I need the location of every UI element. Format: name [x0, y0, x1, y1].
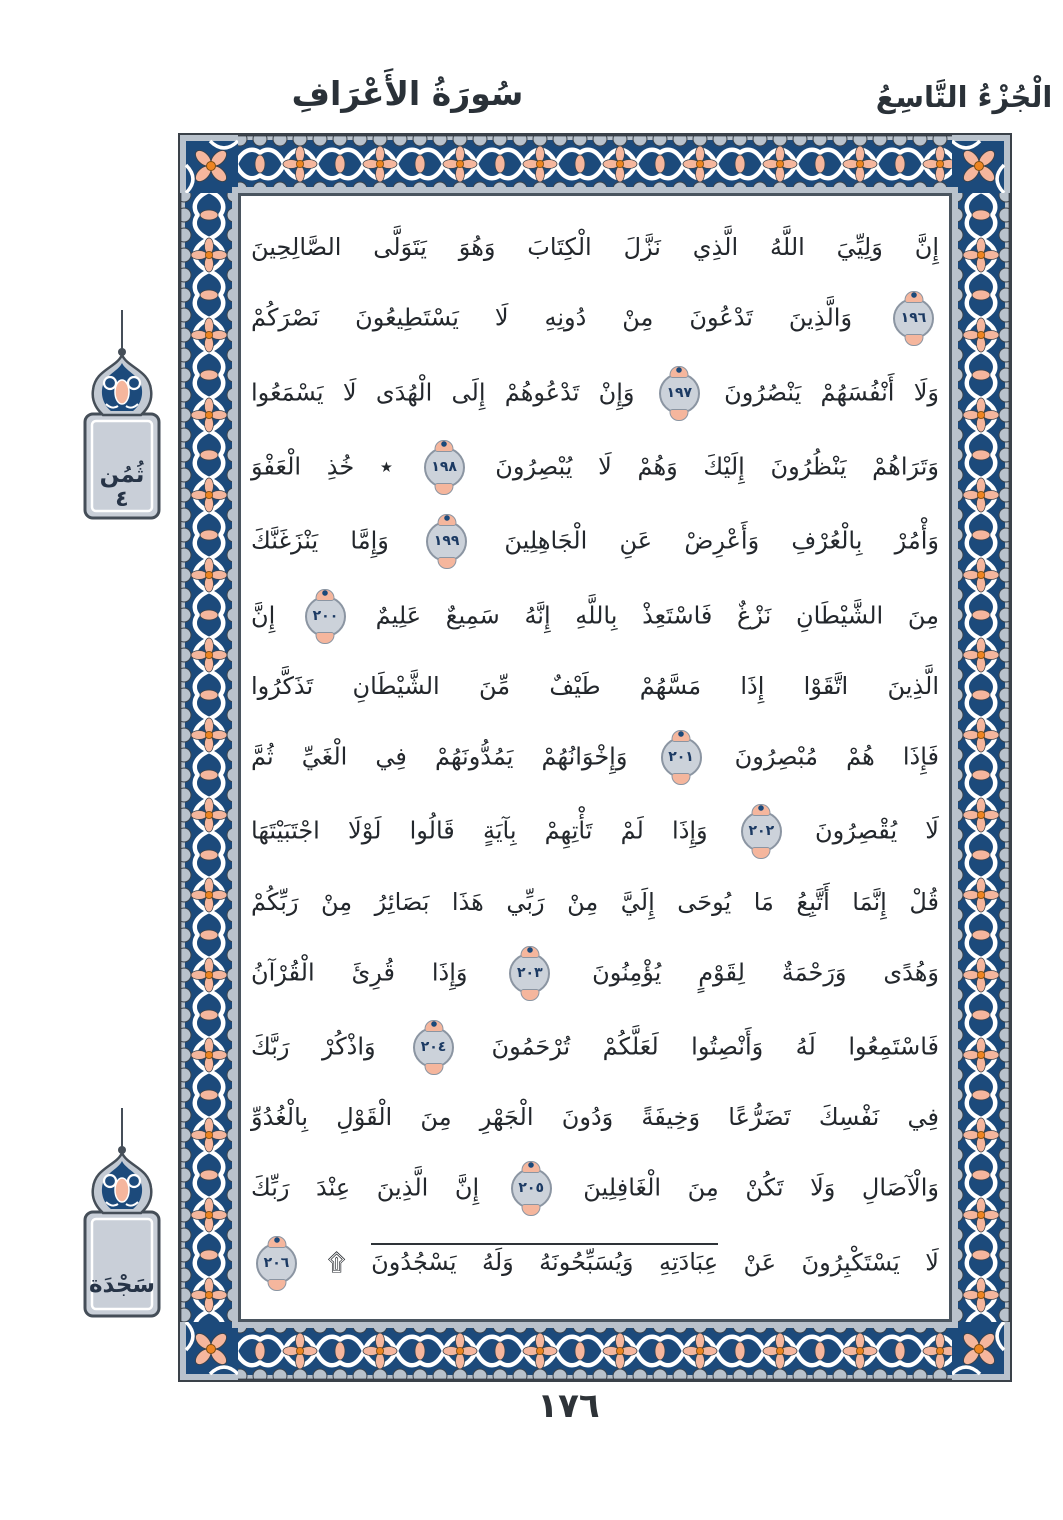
mushaf-line: [251, 811, 939, 852]
mushaf-line: [251, 670, 939, 704]
verse-number-medallion: ١٩٦: [893, 298, 934, 339]
quran-text-segment: فِي نَفْسِكَ تَضَرُّعًا وَخِيفَةً وَدُونَ الْجَهْرِ مِنَ الْقَوْلِ بِالْغُدُوِّ: [251, 1103, 939, 1132]
quran-text-segment: وَلَا أَنْفُسَهُمْ يَنْصُرُونَ: [724, 378, 939, 407]
sajdah-symbol: ۩: [327, 1248, 346, 1277]
quran-text-segment: الَّذِينَ اتَّقَوْا إِذَا مَسَّهُمْ طَيْفٌ مِّنَ الشَّيْطَانِ تَذَكَّرُوا: [251, 672, 939, 700]
text-panel: [238, 193, 952, 1322]
quran-lines: [251, 198, 939, 1317]
juz-title: الْجُزْءُ التَّاسِعُ: [875, 80, 1053, 114]
mushaf-line: [251, 737, 939, 778]
quran-text-segment: وَإِمَّا يَنْزَغَنَّكَ: [251, 526, 389, 555]
verse-number-medallion: ٢٠٣: [509, 953, 550, 994]
quran-text-segment: إِنَّ: [251, 601, 276, 630]
verse-number-medallion: ١٩٧: [659, 373, 700, 414]
quran-text-segment: قُلْ إِنَّمَا أَتَّبِعُ مَا يُوحَى إِلَيَّ مِنْ رَبِّي هَذَا بَصَائِرُ مِنْ رَبِّكُمْ: [251, 887, 939, 916]
surah-title: سُورَةُ الأَعْرَافِ: [291, 74, 524, 113]
quran-text-segment: إِنَّ وَلِيِّيَ اللَّهُ الَّذِي نَزَّلَ الْكِتَابَ وَهُوَ يَتَوَلَّى الصَّالِحِينَ: [251, 233, 939, 262]
mushaf-line: [251, 1101, 939, 1135]
quran-text-segment: وَإِنْ تَدْعُوهُمْ إِلَى الْهُدَى لَا يَسْمَعُوا: [251, 378, 635, 407]
border-ornament-top: [180, 135, 1010, 193]
hizb-eighth-marker: [72, 310, 172, 522]
quran-text-segment: وَإِخْوَانُهُمْ يَمُدُّونَهُمْ فِي الْغَيِّ ثُمَّ: [251, 742, 628, 771]
mushaf-line: [251, 1027, 939, 1068]
mushaf-line: [251, 1243, 939, 1284]
quran-text-segment: وَأْمُرْ بِالْعُرْفِ وَأَعْرِضْ عَنِ الْجَاهِلِينَ: [504, 526, 939, 555]
quran-text-segment: وَاذْكُرْ رَبَّكَ: [251, 1032, 376, 1061]
mushaf-line: [251, 1168, 939, 1209]
border-ornament-bottom: [180, 1322, 1010, 1380]
border-ornament-left: [180, 135, 238, 1380]
verse-number-medallion: ٢٠٢: [741, 811, 782, 852]
quran-text-segment: وَالَّذِينَ تَدْعُونَ مِنْ دُونِهِ لَا يَسْتَطِيعُونَ نَصْرَكُمْ: [251, 303, 853, 332]
border-ornament-right: [952, 135, 1010, 1380]
quran-text-segment: مِنَ الشَّيْطَانِ نَزْغٌ فَاسْتَعِذْ بِاللَّهِ إِنَّهُ سَمِيعٌ عَلِيمٌ: [375, 601, 939, 630]
marker-label: سَجْدَة: [88, 1271, 156, 1298]
quran-text-segment: ٭ خُذِ الْعَفْوَ: [251, 452, 393, 481]
mushaf-line: [251, 231, 939, 265]
mushaf-line: [251, 886, 939, 920]
quran-text-segment: لَا يَسْتَكْبِرُونَ عَنْ: [743, 1248, 939, 1277]
decorative-border-frame: [180, 135, 1010, 1380]
verse-number-medallion: ٢٠١: [661, 737, 702, 778]
marker-number: ٤: [115, 487, 129, 513]
quran-text-segment: وَهُدًى وَرَحْمَةٌ لِقَوْمٍ يُؤْمِنُونَ: [592, 958, 939, 987]
mushaf-line: [251, 373, 939, 414]
quran-text-segment: وَتَرَاهُمْ يَنْظُرُونَ إِلَيْكَ وَهُمْ لَا يُبْصِرُونَ: [495, 452, 939, 481]
sajdah-overlined-text: عِبَادَتِهِ وَيُسَبِّحُونَهُ وَلَهُ يَسْجُدُونَ: [371, 1243, 718, 1276]
quran-text-segment: وَالْآصَالِ وَلَا تَكُنْ مِنَ الْغَافِلِينَ: [583, 1173, 939, 1202]
verse-number-medallion: ٢٠٦: [256, 1243, 297, 1284]
sajdah-marker: [72, 1108, 172, 1320]
verse-number-medallion: ٢٠٠: [305, 596, 346, 637]
marker-stem: [121, 1108, 123, 1150]
page-number: ١٧٦: [537, 1386, 600, 1426]
mushaf-line: [251, 298, 939, 339]
quran-text-segment: فَإِذَا هُمْ مُبْصِرُونَ: [734, 742, 939, 771]
mushaf-line: [251, 596, 939, 637]
quran-text-segment: لَا يُقْصِرُونَ: [815, 816, 939, 845]
mushaf-line: [251, 447, 939, 488]
verse-number-medallion: ٢٠٤: [413, 1027, 454, 1068]
quran-text-segment: فَاسْتَمِعُوا لَهُ وَأَنْصِتُوا لَعَلَّكُمْ تُرْحَمُونَ: [491, 1032, 939, 1061]
marker-label: ثُمُن: [99, 461, 145, 488]
border-corner-ornament: [952, 135, 1010, 193]
mushaf-line: [251, 521, 939, 562]
quran-text-segment: إِنَّ الَّذِينَ عِنْدَ رَبِّكَ: [251, 1173, 480, 1202]
mushaf-line: [251, 953, 939, 994]
border-corner-ornament: [180, 135, 238, 193]
border-corner-ornament: [180, 1322, 238, 1380]
verse-number-medallion: ٢٠٥: [511, 1168, 552, 1209]
verse-number-medallion: ١٩٩: [426, 521, 467, 562]
marker-stem: [121, 310, 123, 352]
quran-text-segment: وَإِذَا قُرِئَ الْقُرْآنُ: [251, 958, 468, 987]
quran-text-segment: وَإِذَا لَمْ تَأْتِهِمْ بِآيَةٍ قَالُوا لَوْلَا اجْتَبَيْتَهَا: [251, 816, 708, 845]
border-corner-ornament: [952, 1322, 1010, 1380]
verse-number-medallion: ١٩٨: [424, 447, 465, 488]
